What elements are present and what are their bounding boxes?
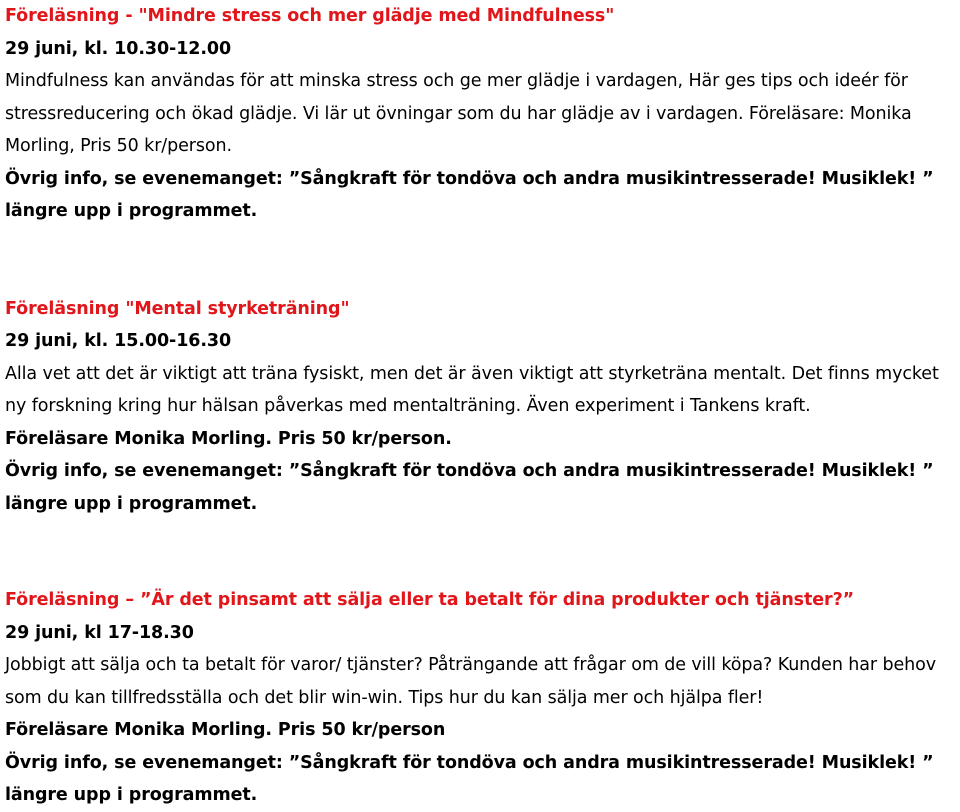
section-spacer [5,520,957,584]
event-info-line: Övrig info, se evenemanget: ”Sångkraft för tondöva och andra musikintresserade! Musiklek! ” [5,168,934,189]
event-title: Föreläsning - "Mindre stress och mer glädje med Mindfulness" [5,6,615,26]
event-description: Alla vet att det är viktigt att träna fysiskt, men det är även viktigt att styrketräna mentalt. Det finns mycket ny forskning kring hur hälsan påverkas med mentalträning. Även experiment i Tankens kraft. [5,363,939,416]
event-info-line-2: längre upp i programmet. [5,201,258,221]
event-lecturer: Föreläsare Monika Morling. Pris 50 kr/person. [5,428,452,449]
event-mental-styrketraning [5,293,957,521]
event-info-line-2: längre upp i programmet. [5,493,258,514]
event-info-line: Övrig info, se evenemanget: ”Sångkraft för tondöva och andra musikintresserade! Musiklek! ” [5,752,934,773]
event-salja-ta-betalt [5,584,957,812]
event-description: Jobbigt att sälja och ta betalt för varor/ tjänster? Påträngande att frågar om de vill köpa? Kunden har behov som du kan tillfredsställa och det blir win-win. Tips hur du kan sälja mer och hjälpa fler! [5,655,937,708]
event-time: 29 juni, kl 17-18.30 [5,622,194,643]
event-info-line: Övrig info, se evenemanget: ”Sångkraft för tondöva och andra musikintresserade! Musiklek! ” [5,461,934,481]
event-info-line-2: längre upp i programmet. [5,785,258,805]
section-spacer [5,228,957,293]
event-time: 29 juni, kl. 10.30-12.00 [5,38,232,59]
event-mindfulness [5,0,957,228]
event-description: Mindfulness kan användas för att minska stress och ge mer glädje i vardagen, Här ges tips och ideér för stressreducering och ökad glädje. Vi lär ut övningar som du har glädje av i vardagen. Föreläsare: Monika Morling, Pris 50 kr/person. [5,71,912,156]
event-title: Föreläsning – ”Är det pinsamt att sälja eller ta betalt för dina produkter och tjänster?” [5,590,855,610]
program-page [5,0,957,812]
event-title: Föreläsning "Mental styrketräning" [5,298,350,319]
event-time: 29 juni, kl. 15.00-16.30 [5,331,232,351]
event-lecturer: Föreläsare Monika Morling. Pris 50 kr/person [5,720,446,740]
